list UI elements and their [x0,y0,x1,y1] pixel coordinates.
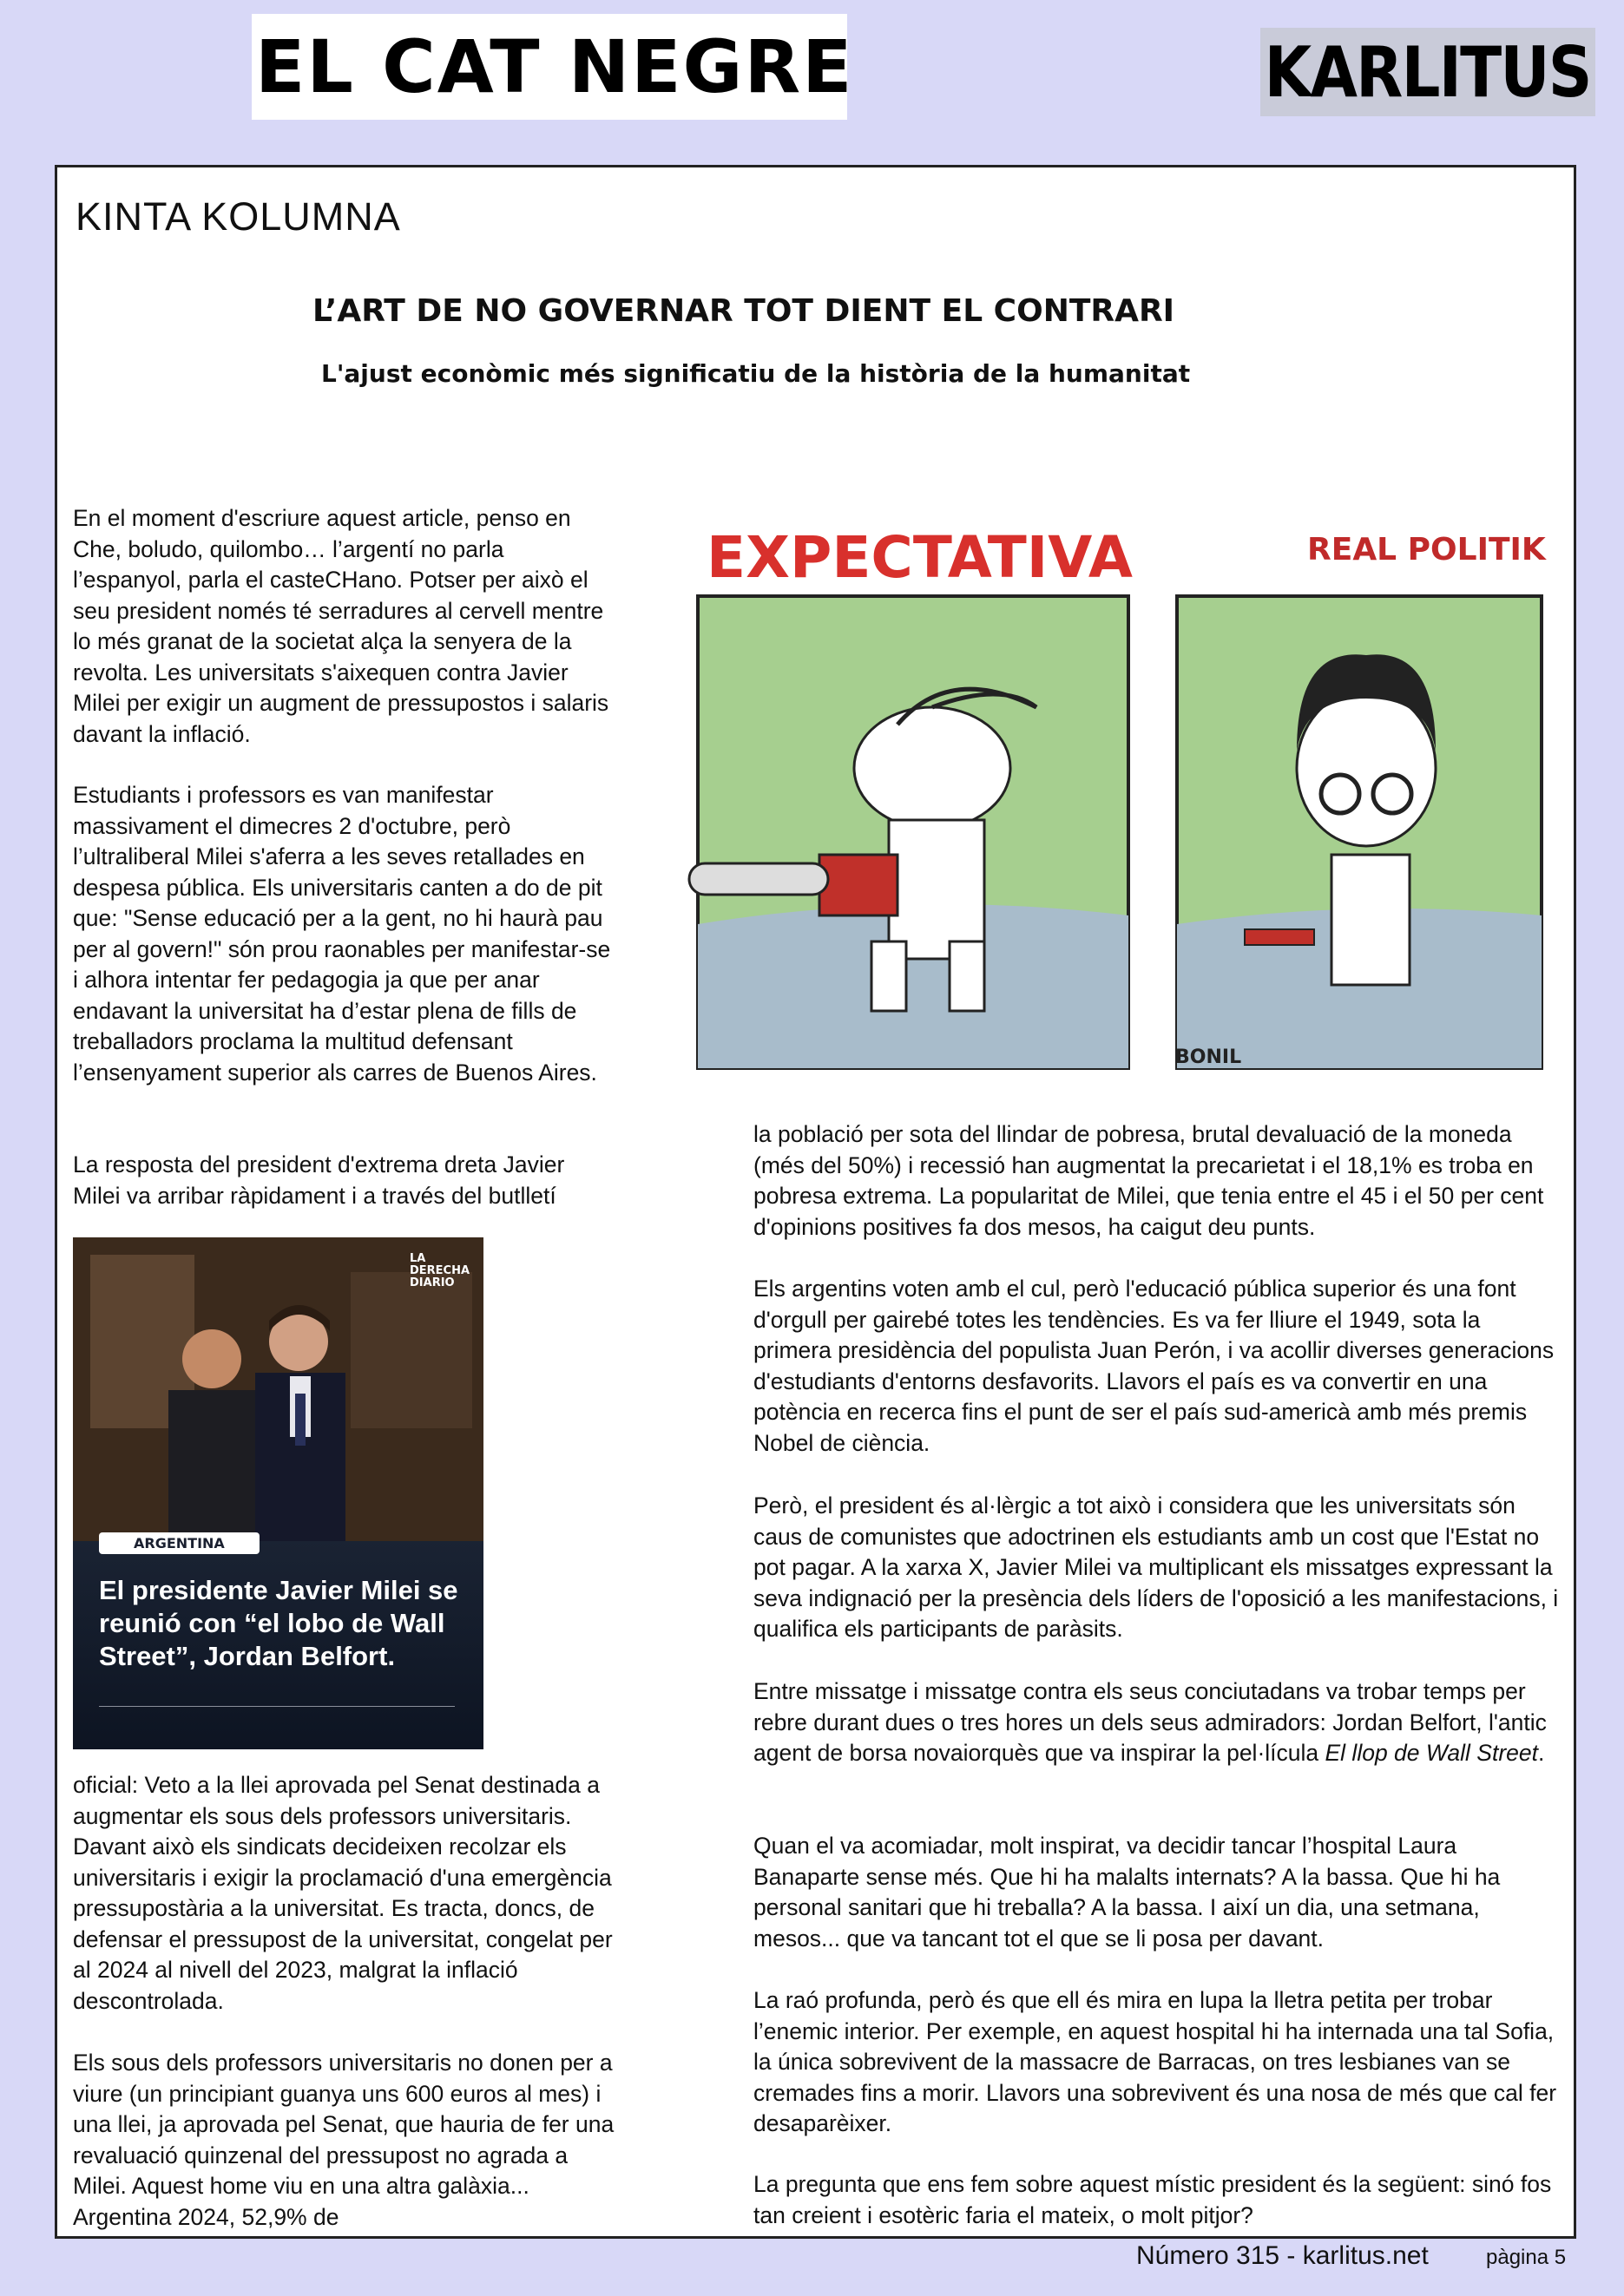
logo-left-text: EL CAT NEGRE [255,24,854,109]
cartoon-signature: BONIL [1175,1046,1242,1068]
article-title: L’ART DE NO GOVERNAR TOT DIENT EL CONTRARI [312,293,1175,329]
photo-caption: El presidente Javier Milei se reunió con “el lobo de Wall Street”, Jordan Belfort. [99,1575,458,1671]
photo-brand-line2: DIARIO [410,1276,455,1289]
karlitus-logo [1260,28,1595,116]
el-cat-negre-logo [252,14,854,120]
left-paragraph-1: En el moment d'escriure aquest article, penso en Che, boludo, quilombo… l’argentí no parla l’espanyol, parla el casteCHano. Potser per això el seu president només té serradures al cervell mentre lo més granat de la societat alça la senyera de la revolta. Les universitats s'aixequen contra Javier Milei per exigir un augment de pressupostos i salaris davant la inflació. [73,505,609,747]
photo-tag: ARGENTINA [99,1532,260,1554]
photo-divider [99,1706,455,1707]
photo-brand [410,1253,483,1289]
cartoon-milei [672,508,1564,1080]
milei-belfort-photo [73,1237,483,1749]
right-paragraph-4-end: . [1538,1740,1545,1766]
right-paragraph-1: la població per sota del llindar de pobresa, brutal devaluació de la moneda (més del 50%) i recessió han augmentat la precarietat i el 18,1% es troba en pobresa extrema. La popularitat de Milei, que tenia entre el 45 i el 50 per cent d'opinions positives fa dos mesos, ha caigut deu punts. [753,1121,1544,1240]
cartoon-left-label: EXPECTATIVA [707,524,1133,591]
right-paragraph-4 [753,1676,1564,1769]
right-paragraph-2: Els argentins voten amb el cul, però l'educació pública superior és una font d'orgull per gairebé totes les tendències. Es va fer lliure el 1949, sota la primera presidència del populista Juan Perón, i va acollir diverses generacions d'estudiants d'entorns desfavorits. Llavors el país es va convertir en una potència en recerca fins el punt de ser el país sud-americà amb més premis Nobel de ciència. [753,1276,1555,1456]
left-paragraph-4: oficial: Veto a la llei aprovada pel Senat destinada a augmentar els sous dels professors universitaris. Davant això els sindicats decideixen recolzar els universitaris i exigir la proclamació d'una emergència pressupostària a la universitat. Es tracta, doncs, de defensar el pressupost de la universitat, congelat per al 2024 al nivell del 2023, malgrat la inflació descontrolada. [73,1772,613,2014]
logo-right-text: KARLITUS [1264,31,1592,113]
left-paragraph-3: La resposta del president d'extrema dreta Javier Milei va arribar ràpidament i a través del butlletí [73,1151,565,1209]
footer-issue: Número 315 - karlitus.net [1136,2241,1429,2270]
cartoon-drawing-icon [672,508,1564,1080]
section-label: KINTA KOLUMNA [76,194,401,239]
footer-page-number: pàgina 5 [1486,2246,1567,2269]
right-paragraph-3: Però, el president és al·lèrgic a tot això i considera que les universitats són caus de comunistes que adoctrinen els estudiants amb un cost que l'Estat no pot pagar. A la xarxa X, Javier Milei va multiplicant els missatges expressant la seva indignació per la presència dels líders de l'oposició a les manifestacions, i qualifica els participants de paràsits. [753,1492,1559,1642]
right-paragraph-5: Quan el va acomiadar, molt inspirat, va decidir tancar l’hospital Laura Banaparte sense més. Que hi ha malalts internats? A la bassa. Que hi ha personal sanitari que hi treballa? A la bassa. I així un dia, una setmana, mesos... que va tancant tot el que se li posa per davant. [753,1833,1501,1952]
photo-brand-line1: LA DERECHA [410,1252,470,1277]
right-paragraph-7: La pregunta que ens fem sobre aquest místic president és la següent: sinó fos tan creient i esotèric faria el mateix, o molt pitjor? [753,2171,1552,2228]
right-paragraph-6: La raó profunda, però és que ell és mira en lupa la lletra petita per trobar l’enemic interior. Per exemple, en aquest hospital hi ha internada una tal Sofia, la única sobrevivent de la massacre de Barracas, on tres lesbianes van se cremades fins a morir. Llavors una sobrevivent és una nosa de més que cal fer desaparèixer. [753,1987,1557,2136]
left-paragraph-5: Els sous dels professors universitaris no donen per a viure (un principiant guanya uns 600 euros al mes) i una llei, ja aprovada pel Senat, que hauria de fer una revaluació quinzenal del pressupost no agrada a Milei. Aquest home viu en una altra galàxia... Argentina 2024, 52,9% de [73,2050,615,2230]
film-title: El llop de Wall Street [1325,1740,1538,1766]
right-paragraph-4-text: Entre missatge i missatge contra els seus conciutadans va trobar temps per rebre durant dues o tres hores un dels seus admiradors: Jordan Belfort, l'antic agent de borsa novaiorquès que va inspirar la pel·lícula [753,1678,1547,1766]
cartoon-right-label: REAL POLITIK [1307,532,1546,567]
article-subtitle: L'ajust econòmic més significatiu de la història de la humanitat [321,359,1191,388]
left-paragraph-2: Estudiants i professors es van manifestar massivament el dimecres 2 d'octubre, però l’ultraliberal Milei s'aferra a les seves retallades en despesa pública. Els universitaris canten a do de pit que: "Sense educació per a la gent, no hi haurà pau per al govern!" són prou raonables per manifestar-se i alhora intentar fer pedagogia ja que per anar endavant la universitat ha d’estar plena de fills de treballadors proclama la multitud defensant l’ensenyament superior als carres de Buenos Aires. [73,782,611,1086]
